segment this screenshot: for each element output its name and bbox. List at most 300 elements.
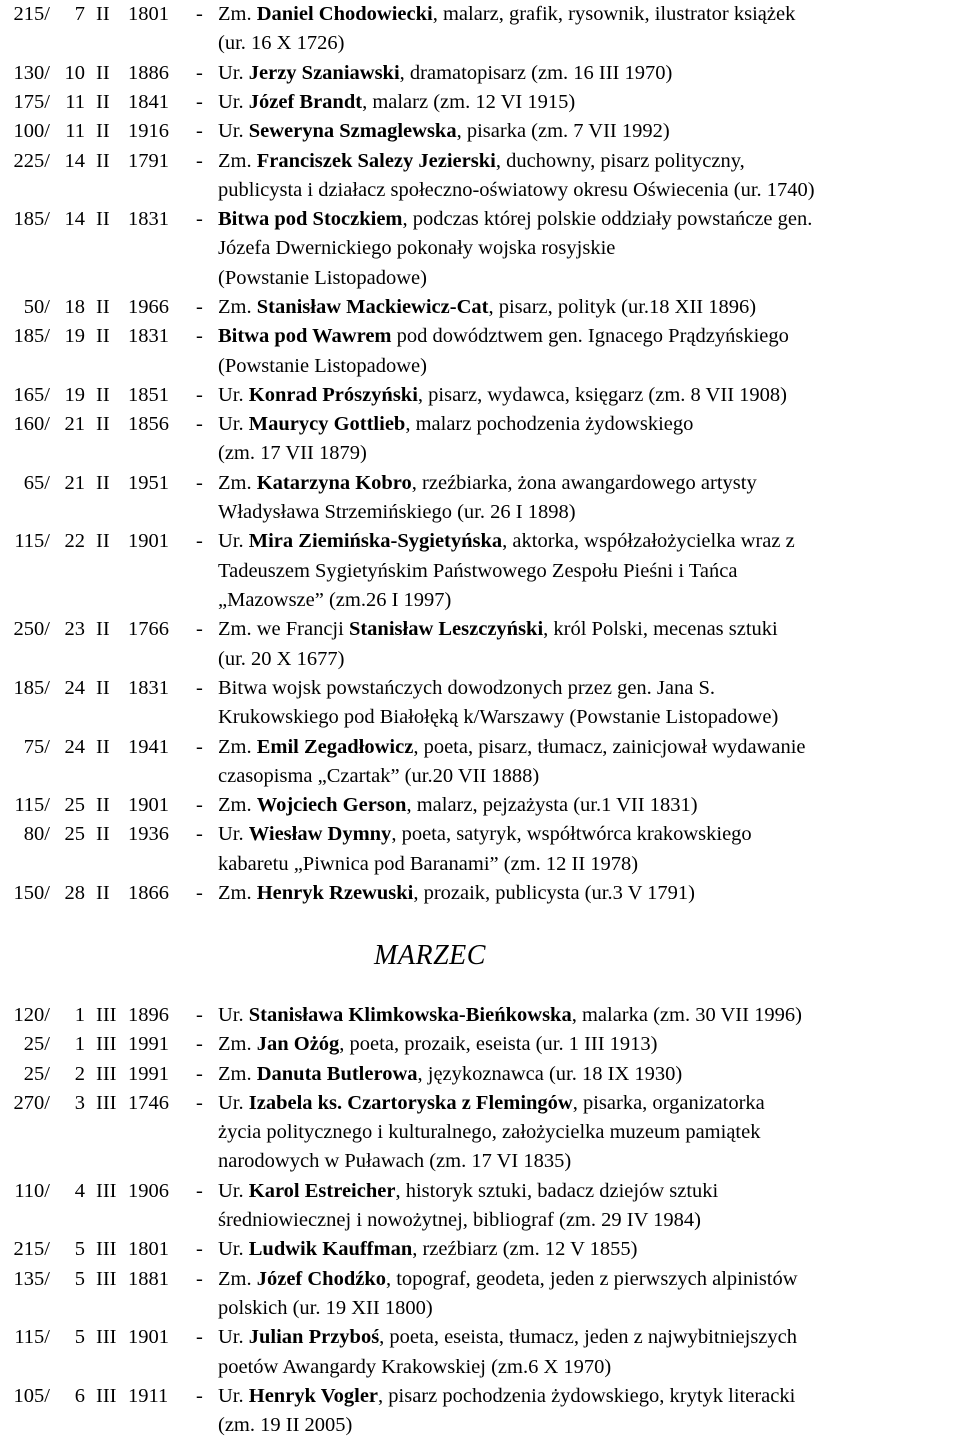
entry-row [0,1060,960,1089]
entry-name: Jan Ożóg [256,1033,340,1056]
entry-suffix: , malarz, pejzażysta (ur.1 VII 1831) [406,794,698,817]
entry-description [218,1323,958,1382]
entry-anniversary: 110/ [14,1179,50,1202]
entry-first-line [218,322,958,351]
entry-prefix: Zm. [218,3,257,25]
entry-dash: - [196,618,203,641]
entry-first-line [218,615,958,644]
entry-name: Julian Przyboś [248,1326,380,1349]
entry-dash: - [196,413,203,436]
entry-suffix: , rzeźbiarka, żona awangardowego artysty [411,471,757,494]
entry-suffix: , prozaik, publicysta (ur.3 V 1791) [413,882,695,904]
entry-suffix: , historyk sztuki, badacz dziejów sztuki [395,1179,719,1202]
entry-description [218,1030,958,1059]
entry-continuation: Józefa Dwernickiego pokonały wojska rosyjskie [218,237,616,260]
entry-description [218,820,958,879]
entry-day: 18 [64,296,85,318]
entry-year: 1791 [128,149,169,172]
entry-first-line [218,205,958,234]
entry-name: Wiesław Dymny [248,823,392,846]
entry-name: Stanisław Mackiewicz-Cat [256,296,489,318]
entry-name: Józef Chodźko [256,1267,386,1290]
entry-description [218,879,958,908]
entry-description [218,469,958,528]
entry-day: 2 [74,1062,85,1085]
entry-prefix: Bitwa wojsk powstańczych dowodzonych przez gen. Jana S. [218,676,715,699]
entry-dash: - [196,676,203,699]
entry-suffix: , pisarz, wydawca, księgarz (zm. 8 VII 1908) [417,383,787,406]
entry-description [218,205,958,293]
entry-year: 1851 [128,383,169,406]
entry-anniversary: 130/ [13,61,50,84]
entry-description [218,1060,958,1089]
entry-first-line [218,733,958,762]
entry-prefix: Zm. [218,471,257,494]
entry-month: II [96,794,110,817]
entry-suffix: , pisarz pochodzenia żydowskiego, krytyk literacki [378,1384,796,1407]
entry-continuation: średniowiecznej i nowożytnej, bibliograf (zm. 29 IV 1984) [218,1209,701,1232]
entry-first-line [218,293,958,322]
entry-row [0,1089,960,1177]
entry-name: Katarzyna Kobro [256,471,412,494]
entry-prefix: Zm. [218,735,257,758]
entry-prefix: Ur. [218,61,249,84]
entry-dash: - [196,1238,203,1261]
entry-suffix: , poeta, pisarz, tłumacz, zainicjował wydawanie [413,735,806,758]
entry-name: Henryk Rzewuski [256,882,414,904]
entry-year: 1746 [128,1091,169,1114]
entry-first-line [218,1177,958,1206]
entry-description [218,791,958,820]
entry-month: III [96,1179,117,1202]
entry-prefix: Zm. [218,149,257,172]
entry-year: 1941 [128,735,169,758]
entry-day: 25 [64,823,85,846]
entry-suffix: , aktorka, współzałożycielka wraz z [502,530,795,553]
entry-suffix: , malarz (zm. 12 VI 1915) [362,90,576,113]
entry-anniversary: 175/ [13,90,50,113]
entry-prefix: Zm. [218,1062,257,1085]
entry-dash: - [196,120,203,143]
entry-day: 21 [64,413,85,436]
entry-anniversary: 25/ [23,1033,50,1056]
entry-day: 21 [64,471,85,494]
entry-first-line [218,1030,958,1059]
entry-name: Bitwa pod Wawrem [218,325,392,348]
entry-first-line [218,791,958,820]
entry-dash: - [196,296,203,318]
entry-dash: - [196,1033,203,1056]
entry-row [0,410,960,469]
entry-month: III [96,1004,117,1026]
entry-dash: - [196,3,203,25]
entry-row [0,1323,960,1382]
entry-year: 1991 [128,1062,169,1085]
entry-anniversary: 100/ [13,120,50,143]
entry-day: 4 [74,1179,85,1202]
entry-year: 1936 [128,823,169,846]
entry-day: 19 [64,325,85,348]
entry-year: 1951 [128,471,169,494]
entry-suffix: , pisarka (zm. 7 VII 1992) [456,120,670,143]
entry-day: 28 [64,882,85,904]
entry-month: II [96,618,110,641]
entry-year: 1901 [128,794,169,817]
entry-month: II [96,61,110,84]
entry-anniversary: 150/ [13,882,50,904]
entry-name: Stanisława Klimkowska-Bieńkowska [248,1004,572,1026]
entry-name: Bitwa pod Stoczkiem [218,208,403,231]
entry-anniversary: 115/ [14,794,50,817]
entry-dash: - [196,1062,203,1085]
entry-prefix: Ur. [218,1179,249,1202]
entry-dash: - [196,1267,203,1290]
entry-first-line [218,1001,958,1030]
entry-anniversary: 215/ [13,3,50,25]
entry-month: II [96,735,110,758]
entry-year: 1831 [128,325,169,348]
entry-dash: - [196,383,203,406]
entry-day: 19 [64,383,85,406]
entry-continuation: poetów Awangardy Krakowskiej (zm.6 X 1970) [218,1355,612,1378]
entry-dash: - [196,149,203,172]
entry-first-line [218,674,958,703]
entry-suffix: , poeta, eseista, tłumacz, jeden z najwybitniejszych [379,1326,797,1349]
entry-anniversary: 80/ [23,823,50,846]
entry-dash: - [196,1179,203,1202]
entry-row [0,0,960,59]
entry-year: 1801 [128,3,169,25]
entry-dash: - [196,471,203,494]
entry-continuation: publicysta i działacz społeczno-oświatowy okresu Oświecenia (ur. 1740) [218,178,815,201]
entry-anniversary: 135/ [13,1267,50,1290]
entry-continuation: czasopisma „Czartak” (ur.20 VII 1888) [218,764,540,787]
entry-name: Wojciech Gerson [256,794,407,817]
entry-suffix: , malarz pochodzenia żydowskiego [405,413,694,436]
entry-month: II [96,296,110,318]
entry-name: Karol Estreicher [248,1179,396,1202]
entry-first-line [218,381,958,410]
entry-year: 1841 [128,90,169,113]
entry-first-line [218,410,958,439]
entry-dash: - [196,882,203,904]
entry-year: 1886 [128,61,169,84]
entry-dash: - [196,90,203,113]
section-heading-text: MARZEC [374,940,486,971]
entry-prefix: Ur. [218,530,249,553]
entry-row [0,1001,960,1030]
entry-anniversary: 185/ [13,325,50,348]
entry-description [218,381,958,410]
entry-month: III [96,1384,117,1407]
entry-first-line [218,820,958,849]
entry-prefix: Zm. [218,794,257,817]
entry-continuation: (Powstanie Listopadowe) [218,354,427,377]
entry-anniversary: 215/ [13,1238,50,1261]
entry-anniversary: 185/ [13,676,50,699]
entry-first-line [218,88,958,117]
entry-prefix: Ur. [218,90,249,113]
entry-month: II [96,882,110,904]
entry-dash: - [196,208,203,231]
entry-continuation: polskich (ur. 19 XII 1800) [218,1296,433,1319]
entry-first-line [218,1060,958,1089]
entry-year: 1866 [128,882,169,904]
entry-prefix: Ur. [218,823,249,846]
entry-anniversary: 115/ [14,1326,50,1349]
entry-name: Danuta Butlerowa [256,1062,418,1085]
entry-row [0,147,960,206]
entry-name: Stanisław Leszczyński [348,618,544,641]
entry-row [0,1177,960,1236]
entry-row [0,615,960,674]
entry-row [0,59,960,88]
entry-description [218,147,958,206]
entry-dash: - [196,823,203,846]
entry-row [0,733,960,792]
entry-suffix: , pisarz, polityk (ur.18 XII 1896) [488,296,757,318]
entry-month: II [96,823,110,846]
entry-continuation: Krukowskiego pod Białołęką k/Warszawy (Powstanie Listopadowe) [218,706,779,729]
entry-suffix: pod dowództwem gen. Ignacego Prądzyńskiego [391,325,789,348]
entry-continuation: „Mazowsze” (zm.26 I 1997) [218,588,452,611]
entry-description [218,674,958,733]
entry-suffix: , topograf, geodeta, jeden z pierwszych alpinistów [385,1267,798,1290]
entry-prefix: Zm. [218,296,257,318]
entry-name: Mira Ziemińska-Sygietyńska [248,530,503,553]
entry-anniversary: 25/ [23,1062,50,1085]
entry-month: III [96,1326,117,1349]
entry-description [218,1265,958,1324]
entry-prefix: Ur. [218,383,249,406]
entry-row [0,1382,960,1441]
entry-anniversary: 250/ [13,618,50,641]
entry-dash: - [196,1384,203,1407]
entry-suffix: , malarka (zm. 30 VII 1996) [571,1004,802,1026]
entry-day: 14 [64,149,85,172]
entry-anniversary: 65/ [23,471,50,494]
entry-anniversary: 50/ [23,296,50,318]
entry-suffix: , poeta, prozaik, eseista (ur. 1 III 1913) [339,1033,658,1056]
entry-year: 1896 [128,1004,169,1026]
entry-row [0,820,960,879]
entry-description [218,322,958,381]
section-heading-march [0,938,960,974]
entry-name: Konrad Prószyński [248,383,418,406]
entry-prefix: Zm. [218,1267,257,1290]
entry-first-line [218,469,958,498]
entry-prefix: Zm. [218,1033,257,1056]
entry-dash: - [196,530,203,553]
entry-month: III [96,1238,117,1261]
entry-name: Maurycy Gottlieb [248,413,406,436]
entry-row [0,117,960,146]
entry-year: 1831 [128,676,169,699]
entry-description [218,527,958,615]
entry-description [218,1382,958,1441]
entry-day: 1 [74,1033,85,1056]
entry-day: 25 [64,794,85,817]
entry-year: 1911 [128,1384,169,1407]
entry-month: II [96,383,110,406]
entry-description [218,1089,958,1177]
entry-month: II [96,413,110,436]
entry-suffix: , król Polski, mecenas sztuki [543,618,778,641]
entry-prefix: Ur. [218,1326,249,1349]
entry-day: 1 [74,1004,85,1026]
entry-description [218,1235,958,1264]
entry-prefix: Ur. [218,1091,249,1114]
entry-name: Franciszek Salezy Jezierski [256,149,496,172]
entry-day: 7 [74,3,85,25]
entry-prefix: Zm. we Francji [218,618,349,641]
entry-prefix: Ur. [218,1238,249,1261]
entry-day: 3 [74,1091,85,1114]
entry-row [0,88,960,117]
entry-suffix: , dramatopisarz (zm. 16 III 1970) [399,61,673,84]
entry-continuation: (ur. 16 X 1726) [218,32,345,55]
entry-description [218,88,958,117]
entry-first-line [218,1089,958,1118]
entry-first-line [218,0,958,29]
entry-first-line [218,879,958,908]
entry-suffix: , malarz, grafik, rysownik, ilustrator książek [432,3,796,25]
entry-continuation: życia politycznego i kulturalnego, założycielka muzeum pamiątek [218,1121,761,1144]
entry-day: 10 [64,61,85,84]
entry-dash: - [196,1326,203,1349]
entry-year: 1901 [128,1326,169,1349]
entry-prefix: Ur. [218,1004,249,1026]
entry-row [0,674,960,733]
entry-row [0,205,960,293]
entry-anniversary: 270/ [13,1091,50,1114]
entry-month: II [96,676,110,699]
entry-name: Jerzy Szaniawski [248,61,400,84]
entry-dash: - [196,61,203,84]
entry-name: Seweryna Szmaglewska [248,120,457,143]
entry-day: 11 [65,120,85,143]
entry-anniversary: 115/ [14,530,50,553]
entry-month: II [96,471,110,494]
entry-description [218,733,958,792]
entry-month: III [96,1267,117,1290]
entry-row [0,1265,960,1324]
entry-first-line [218,1265,958,1294]
entry-name: Izabela ks. Czartoryska z Flemingów [248,1091,573,1114]
entry-anniversary: 75/ [23,735,50,758]
entry-year: 1966 [128,296,169,318]
entry-row [0,791,960,820]
entry-suffix: , językoznawca (ur. 18 IX 1930) [417,1062,683,1085]
entry-anniversary: 120/ [13,1004,50,1026]
entry-dash: - [196,325,203,348]
entry-suffix: , rzeźbiarz (zm. 12 V 1855) [412,1238,638,1261]
entry-dash: - [196,794,203,817]
entry-prefix: Ur. [218,1384,249,1407]
entry-first-line [218,147,958,176]
entry-first-line [218,117,958,146]
entry-anniversary: 160/ [13,413,50,436]
entry-day: 5 [74,1267,85,1290]
entry-row [0,381,960,410]
entry-dash: - [196,735,203,758]
entry-month: II [96,149,110,172]
entry-name: Ludwik Kauffman [248,1238,413,1261]
entry-month: II [96,120,110,143]
entry-dash: - [196,1091,203,1114]
entry-anniversary: 185/ [13,208,50,231]
entry-day: 23 [64,618,85,641]
entry-year: 1881 [128,1267,169,1290]
entry-suffix: , poeta, satyryk, współtwórca krakowskiego [391,823,752,846]
entry-continuation: (Powstanie Listopadowe) [218,266,427,289]
entry-description [218,410,958,469]
entry-continuation: (zm. 17 VII 1879) [218,442,367,465]
entry-day: 5 [74,1238,85,1261]
entry-month: III [96,1033,117,1056]
entry-description [218,0,958,59]
entry-month: III [96,1062,117,1085]
entry-year: 1801 [128,1238,169,1261]
entry-year: 1991 [128,1033,169,1056]
entry-name: Józef Brandt [248,90,363,113]
entry-row [0,527,960,615]
entry-prefix: Ur. [218,120,249,143]
entry-prefix: Ur. [218,413,249,436]
entry-prefix: Zm. [218,882,257,904]
entry-description [218,293,958,322]
entry-month: II [96,208,110,231]
entry-year: 1766 [128,618,169,641]
entry-day: 22 [64,530,85,553]
entry-name: Daniel Chodowiecki [256,3,433,25]
entry-anniversary: 105/ [13,1384,50,1407]
entry-description [218,1001,958,1030]
entry-continuation: (ur. 20 X 1677) [218,647,345,670]
entry-month: II [96,90,110,113]
entry-month: II [96,530,110,553]
entry-row [0,322,960,381]
entry-suffix: , pisarka, organizatorka [572,1091,765,1114]
entry-name: Henryk Vogler [248,1384,379,1407]
entry-first-line [218,527,958,556]
entry-row [0,1235,960,1264]
entry-day: 24 [64,676,85,699]
entry-continuation: narodowych w Puławach (zm. 17 VI 1835) [218,1150,572,1173]
entry-first-line [218,1323,958,1352]
entry-year: 1856 [128,413,169,436]
entry-first-line [218,59,958,88]
entry-continuation: kabaretu „Piwnica pod Baranami” (zm. 12 II 1978) [218,852,639,875]
entry-continuation: (zm. 19 II 2005) [218,1414,353,1437]
entry-anniversary: 165/ [13,383,50,406]
entry-description [218,1177,958,1236]
entry-continuation: Władysława Strzemińskiego (ur. 26 I 1898) [218,501,576,524]
entry-row [0,293,960,322]
entry-suffix: , duchowny, pisarz polityczny, [495,149,745,172]
entry-first-line [218,1235,958,1264]
entry-description [218,117,958,146]
entry-description [218,615,958,674]
entry-year: 1901 [128,530,169,553]
entry-month: II [96,3,110,25]
entry-name: Emil Zegadłowicz [256,735,414,758]
entry-day: 5 [74,1326,85,1349]
entry-day: 14 [64,208,85,231]
entry-dash: - [196,1004,203,1026]
entry-year: 1916 [128,120,169,143]
entry-year: 1831 [128,208,169,231]
